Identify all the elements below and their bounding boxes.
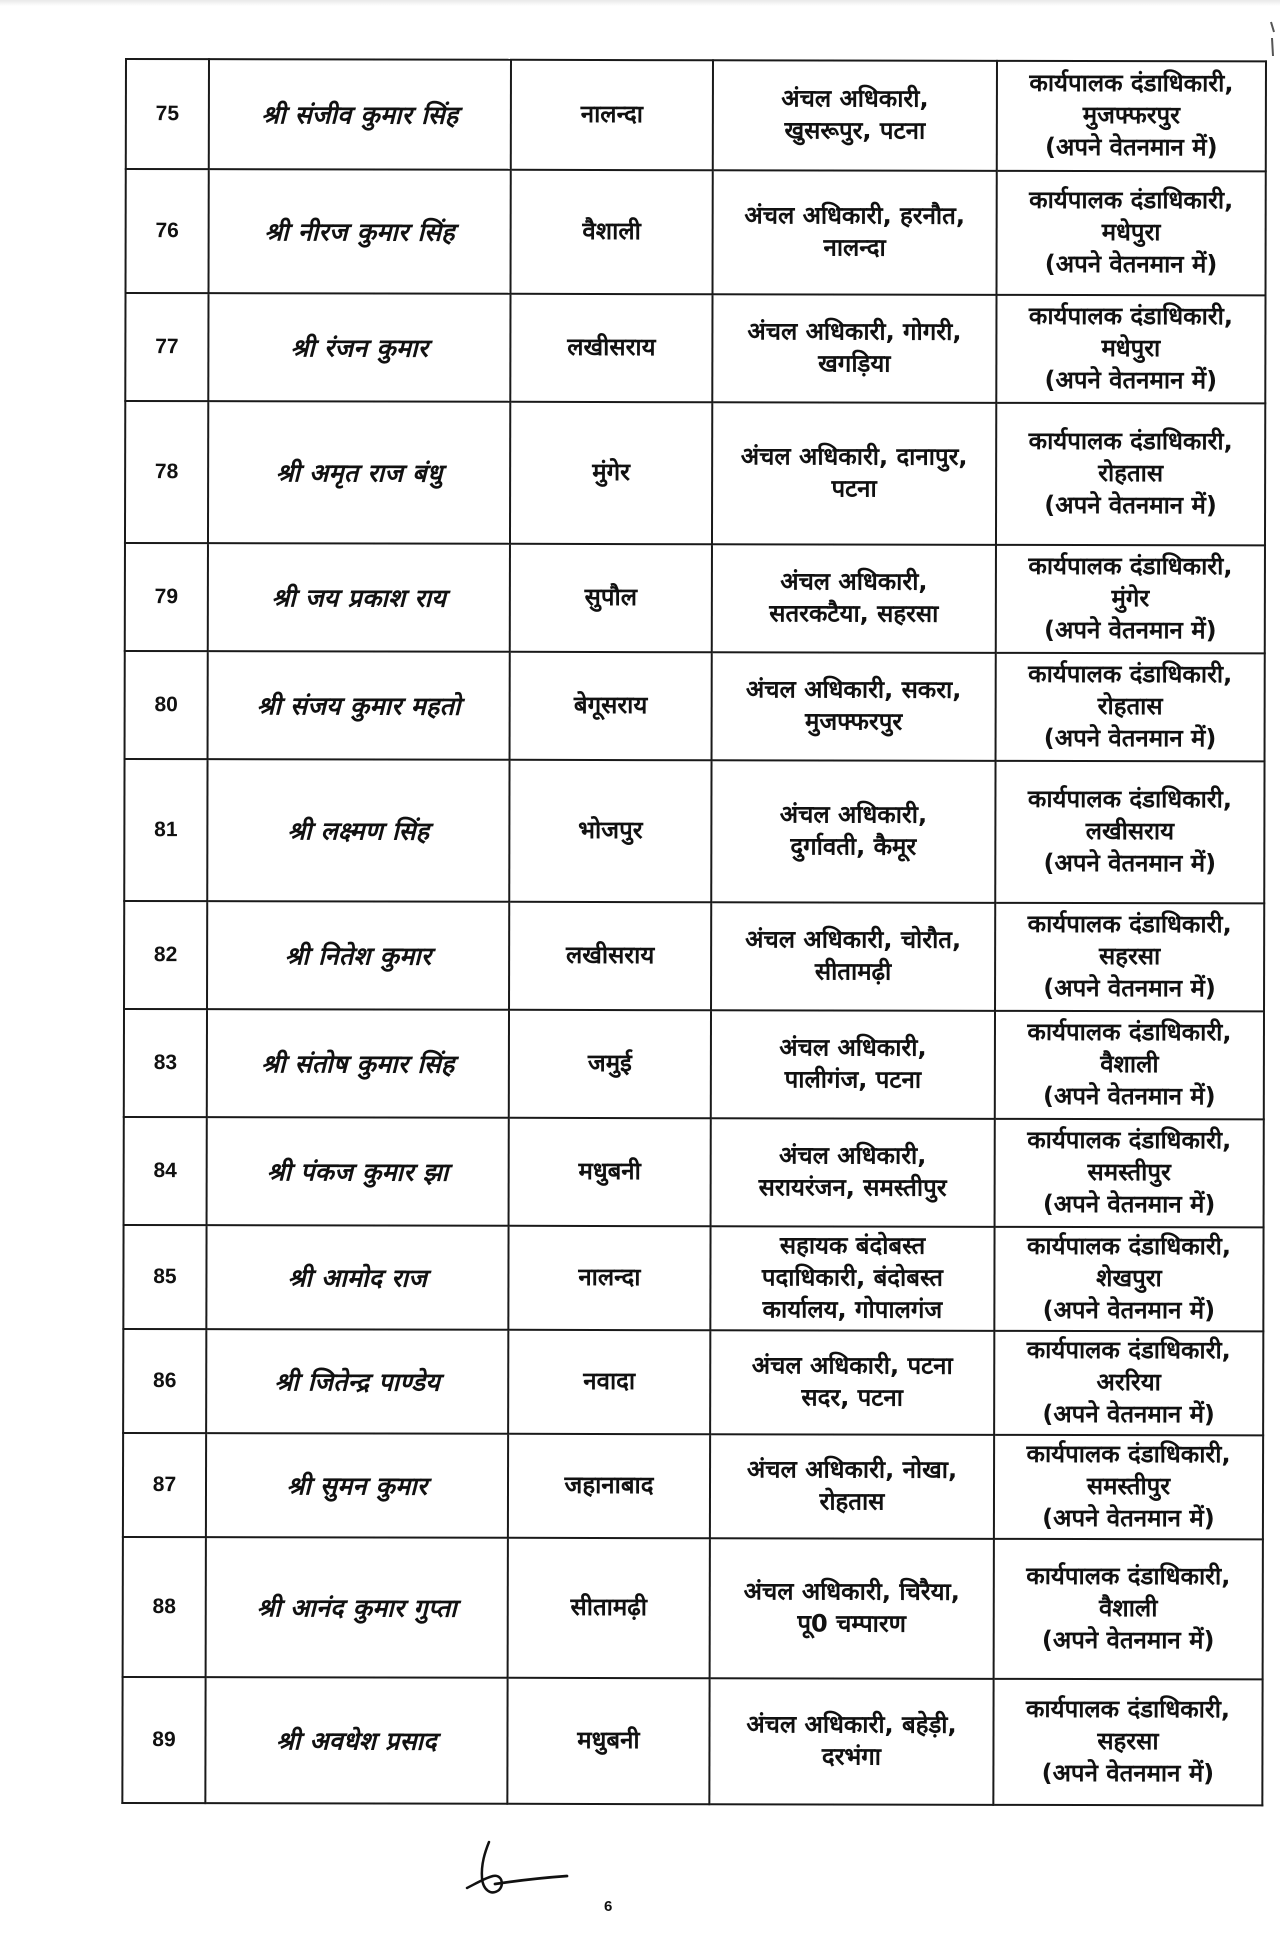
present-post-line: खुसरूपुर, पटना bbox=[784, 116, 926, 145]
new-posting-line: वैशाली bbox=[1099, 1594, 1158, 1623]
new-posting-line: कार्यपालक दंडाधिकारी, bbox=[1029, 69, 1234, 98]
new-posting-line: कार्यपालक दंडाधिकारी, bbox=[1026, 1336, 1231, 1365]
new-posting-line: कार्यपालक दंडाधिकारी, bbox=[1027, 1126, 1232, 1155]
new-posting-line: शेखपुरा bbox=[1096, 1264, 1162, 1293]
table-row bbox=[125, 651, 1265, 761]
home-district-cell: वैशाली bbox=[511, 170, 713, 294]
officer-name-cell: श्री आनंद कुमार गुप्ता bbox=[206, 1537, 508, 1678]
new-posting-line: वैशाली bbox=[1100, 1050, 1159, 1079]
signature-icon bbox=[455, 1838, 595, 1900]
table-row bbox=[124, 901, 1264, 1011]
new-posting-line: (अपने वेतनमान में) bbox=[1044, 365, 1218, 395]
new-posting-line: रोहतास bbox=[1098, 459, 1164, 488]
present-post-line: सतरकटैया, सहरसा bbox=[769, 599, 939, 628]
present-post-line: खगड़िया bbox=[818, 349, 891, 378]
serial-number-cell: 77 bbox=[125, 293, 208, 401]
posting-table-body bbox=[122, 59, 1266, 1805]
present-post-cell bbox=[711, 760, 995, 903]
posting-table bbox=[121, 58, 1267, 1806]
new-posting-line: (अपने वेतनमान में) bbox=[1044, 490, 1217, 520]
new-posting-line: (अपने वेतनमान में) bbox=[1041, 1758, 1215, 1788]
table-row bbox=[123, 1225, 1263, 1331]
table-row bbox=[126, 59, 1266, 171]
new-posting-cell bbox=[996, 403, 1265, 546]
new-posting-line: (अपने वेतनमान में) bbox=[1043, 848, 1217, 878]
home-district-cell: नवादा bbox=[508, 1330, 710, 1434]
present-post-cell bbox=[710, 1330, 994, 1435]
new-posting-line: मधेपुरा bbox=[1101, 334, 1161, 363]
new-posting-cell bbox=[996, 653, 1265, 762]
table-row bbox=[122, 1677, 1262, 1805]
present-post-line: अंचल अधिकारी, नोखा, bbox=[746, 1455, 958, 1485]
present-post-line: दुर्गावती, कैमूर bbox=[790, 832, 917, 861]
new-posting-line: मुंगेर bbox=[1111, 584, 1150, 613]
officer-name-cell: श्री अवधेश प्रसाद bbox=[205, 1677, 507, 1804]
present-post-line: सदर, पटना bbox=[801, 1383, 903, 1412]
new-posting-cell bbox=[994, 1435, 1263, 1540]
officer-name-cell: श्री नीरज कुमार सिंह bbox=[209, 169, 511, 294]
new-posting-cell bbox=[995, 903, 1264, 1012]
present-post-cell bbox=[711, 902, 995, 1011]
new-posting-cell bbox=[994, 1539, 1263, 1680]
new-posting-line: कार्यपालक दंडाधिकारी, bbox=[1028, 302, 1234, 331]
new-posting-line: कार्यपालक दंडाधिकारी, bbox=[1027, 1018, 1232, 1047]
new-posting-cell bbox=[995, 1011, 1264, 1120]
home-district-cell: मुंगेर bbox=[510, 402, 712, 544]
new-posting-line: (अपने वेतनमान में) bbox=[1044, 615, 1217, 645]
serial-number-cell: 78 bbox=[125, 401, 208, 543]
present-post-line: अंचल अधिकारी, चिरैया, bbox=[743, 1577, 960, 1607]
present-post-cell bbox=[713, 170, 997, 295]
present-post-cell bbox=[710, 1226, 994, 1331]
table-row bbox=[124, 1117, 1264, 1227]
serial-number-cell: 87 bbox=[123, 1433, 206, 1537]
present-post-cell bbox=[709, 1678, 993, 1805]
new-posting-line: अररिया bbox=[1096, 1368, 1161, 1397]
new-posting-cell bbox=[996, 295, 1265, 404]
present-post-line: अंचल अधिकारी, bbox=[779, 1033, 927, 1063]
present-post-line: सीतामढ़ी bbox=[814, 957, 892, 986]
new-posting-line: समस्तीपुर bbox=[1087, 1158, 1171, 1187]
table-row bbox=[124, 1009, 1264, 1119]
serial-number-cell: 76 bbox=[126, 169, 209, 293]
new-posting-line: कार्यपालक दंडाधिकारी, bbox=[1026, 1232, 1232, 1261]
new-posting-line: मुजफ्फरपुर bbox=[1082, 101, 1181, 130]
table-row bbox=[125, 543, 1265, 653]
present-post-cell bbox=[710, 1434, 994, 1539]
table-row bbox=[124, 759, 1264, 903]
present-post-line: अंचल अधिकारी, गोगरी, bbox=[747, 317, 962, 347]
present-post-line: अंचल अधिकारी, सकरा, bbox=[745, 675, 962, 705]
table-row bbox=[123, 1329, 1263, 1435]
present-post-line: अंचल अधिकारी, हरनौत, bbox=[744, 201, 965, 231]
page-number: 6 bbox=[604, 1898, 613, 1915]
new-posting-line: सहरसा bbox=[1097, 1727, 1159, 1756]
new-posting-line: कार्यपालक दंडाधिकारी, bbox=[1026, 1440, 1231, 1469]
officer-name-cell: श्री जितेन्द्र पाण्डेय bbox=[206, 1329, 508, 1434]
serial-number-cell: 86 bbox=[123, 1329, 206, 1433]
present-post-line: दरभंगा bbox=[821, 1742, 882, 1771]
serial-number-cell: 75 bbox=[126, 59, 209, 169]
present-post-line: सहायक बंदोबस्त bbox=[779, 1231, 926, 1261]
present-post-line: अंचल अधिकारी, पटना bbox=[751, 1351, 953, 1381]
home-district-cell: बेगूसराय bbox=[510, 652, 712, 760]
new-posting-line: (अपने वेतनमान में) bbox=[1042, 1399, 1215, 1429]
present-post-line: पू0 चम्पारण bbox=[797, 1609, 907, 1638]
officer-name-cell: श्री संजीव कुमार सिंह bbox=[209, 59, 511, 170]
serial-number-cell: 89 bbox=[122, 1677, 205, 1803]
officer-name-cell: श्री अमृत राज बंधु bbox=[208, 401, 510, 544]
home-district-cell: नालन्दा bbox=[508, 1226, 710, 1330]
new-posting-line: (अपने वेतनमान में) bbox=[1043, 723, 1217, 753]
serial-number-cell: 80 bbox=[125, 651, 208, 759]
present-post-line: नालन्दा bbox=[823, 233, 886, 262]
present-post-line: सरायरंजन, समस्तीपुर bbox=[758, 1173, 947, 1202]
present-post-cell bbox=[711, 1118, 995, 1227]
present-post-cell bbox=[712, 544, 996, 653]
new-posting-line: कार्यपालक दंडाधिकारी, bbox=[1028, 660, 1233, 689]
serial-number-cell: 83 bbox=[124, 1009, 207, 1117]
new-posting-line: (अपने वेतनमान में) bbox=[1043, 973, 1216, 1003]
present-post-cell bbox=[712, 402, 996, 545]
serial-number-cell: 88 bbox=[123, 1537, 206, 1677]
new-posting-line: (अपने वेतनमान में) bbox=[1042, 1503, 1215, 1533]
home-district-cell: सीतामढ़ी bbox=[508, 1538, 710, 1678]
officer-name-cell: श्री जय प्रकाश राय bbox=[208, 543, 510, 652]
present-post-cell bbox=[712, 294, 996, 403]
new-posting-cell bbox=[996, 545, 1265, 654]
home-district-cell: मधुबनी bbox=[509, 1118, 711, 1226]
present-post-line: अंचल अधिकारी, दानापुर, bbox=[740, 442, 968, 472]
new-posting-cell bbox=[994, 1331, 1263, 1436]
new-posting-cell bbox=[997, 61, 1266, 172]
present-post-line: अंचल अधिकारी, bbox=[781, 84, 929, 114]
officer-name-cell: श्री आमोद राज bbox=[206, 1225, 508, 1330]
present-post-cell bbox=[712, 652, 996, 761]
serial-number-cell: 81 bbox=[124, 759, 207, 901]
present-post-line: पदाधिकारी, बंदोबस्त bbox=[761, 1263, 944, 1292]
present-post-line: अंचल अधिकारी, bbox=[780, 567, 928, 597]
present-post-line: अंचल अधिकारी, bbox=[779, 1141, 927, 1171]
serial-number-cell: 84 bbox=[124, 1117, 207, 1225]
new-posting-line: मधेपुरा bbox=[1101, 218, 1161, 247]
officer-name-cell: श्री नितेश कुमार bbox=[207, 901, 509, 1010]
new-posting-line: कार्यपालक दंडाधिकारी, bbox=[1028, 427, 1233, 456]
new-posting-line: लखीसराय bbox=[1085, 817, 1175, 846]
table-row bbox=[125, 293, 1265, 403]
officer-name-cell: श्री संतोष कुमार सिंह bbox=[207, 1009, 509, 1118]
table-row bbox=[123, 1537, 1263, 1679]
new-posting-line: कार्यपालक दंडाधिकारी, bbox=[1027, 910, 1232, 939]
home-district-cell: लखीसराय bbox=[509, 902, 711, 1010]
serial-number-cell: 79 bbox=[125, 543, 208, 651]
new-posting-cell bbox=[995, 761, 1264, 904]
home-district-cell: लखीसराय bbox=[510, 294, 712, 402]
present-post-cell bbox=[713, 60, 997, 171]
scan-edge bbox=[0, 0, 1280, 6]
present-post-line: अंचल अधिकारी, चोरौत, bbox=[745, 925, 962, 955]
serial-number-cell: 82 bbox=[124, 901, 207, 1009]
new-posting-cell bbox=[993, 1679, 1262, 1806]
new-posting-line: (अपने वेतनमान में) bbox=[1042, 1189, 1216, 1219]
officer-name-cell: श्री सुमन कुमार bbox=[206, 1433, 508, 1538]
new-posting-line: (अपने वेतनमान में) bbox=[1045, 132, 1218, 162]
new-posting-line: कार्यपालक दंडाधिकारी, bbox=[1026, 1562, 1231, 1591]
home-district-cell: सुपौल bbox=[510, 544, 712, 652]
present-post-line: अंचल अधिकारी, बहेड़ी, bbox=[746, 1710, 957, 1740]
table-row bbox=[126, 169, 1266, 295]
new-posting-cell bbox=[997, 171, 1266, 296]
home-district-cell: जहानाबाद bbox=[508, 1434, 710, 1538]
table-row bbox=[125, 401, 1265, 545]
present-post-line: कार्यालय, गोपालगंज bbox=[762, 1295, 943, 1324]
officer-name-cell: श्री रंजन कुमार bbox=[208, 293, 510, 402]
present-post-line: पटना bbox=[831, 474, 877, 503]
officer-name-cell: श्री पंकज कुमार झा bbox=[207, 1117, 509, 1226]
serial-number-cell: 85 bbox=[123, 1225, 206, 1329]
scan-edge-mark-icon bbox=[1269, 20, 1276, 58]
officer-name-cell: श्री संजय कुमार महतो bbox=[208, 651, 510, 760]
new-posting-line: समस्तीपुर bbox=[1086, 1472, 1171, 1501]
new-posting-line: कार्यपालक दंडाधिकारी, bbox=[1028, 552, 1233, 581]
home-district-cell: नालन्दा bbox=[511, 60, 713, 170]
new-posting-line: (अपने वेतनमान में) bbox=[1042, 1295, 1216, 1325]
officer-name-cell: श्री लक्ष्मण सिंह bbox=[207, 759, 509, 902]
present-post-line: मुजफ्फरपुर bbox=[804, 707, 903, 736]
new-posting-cell bbox=[994, 1227, 1263, 1332]
home-district-cell: भोजपुर bbox=[509, 760, 711, 902]
present-post-line: अंचल अधिकारी, bbox=[779, 800, 928, 830]
new-posting-line: कार्यपालक दंडाधिकारी, bbox=[1029, 186, 1234, 215]
present-post-cell bbox=[710, 1538, 994, 1679]
home-district-cell: जमुई bbox=[509, 1010, 711, 1118]
new-posting-line: सहरसा bbox=[1098, 942, 1161, 971]
new-posting-line: कार्यपालक दंडाधिकारी, bbox=[1025, 1695, 1231, 1724]
new-posting-line: रोहतास bbox=[1097, 692, 1163, 721]
new-posting-line: कार्यपालक दंडाधिकारी, bbox=[1027, 785, 1233, 814]
home-district-cell: मधुबनी bbox=[507, 1678, 709, 1804]
new-posting-line: (अपने वेतनमान में) bbox=[1041, 1625, 1215, 1655]
new-posting-cell bbox=[995, 1119, 1264, 1228]
new-posting-line: (अपने वेतनमान में) bbox=[1044, 249, 1218, 279]
present-post-cell bbox=[711, 1010, 995, 1119]
table-row bbox=[123, 1433, 1263, 1539]
new-posting-line: (अपने वेतनमान में) bbox=[1043, 1081, 1216, 1111]
present-post-line: रोहतास bbox=[819, 1487, 885, 1516]
present-post-line: पालीगंज, पटना bbox=[784, 1065, 922, 1094]
